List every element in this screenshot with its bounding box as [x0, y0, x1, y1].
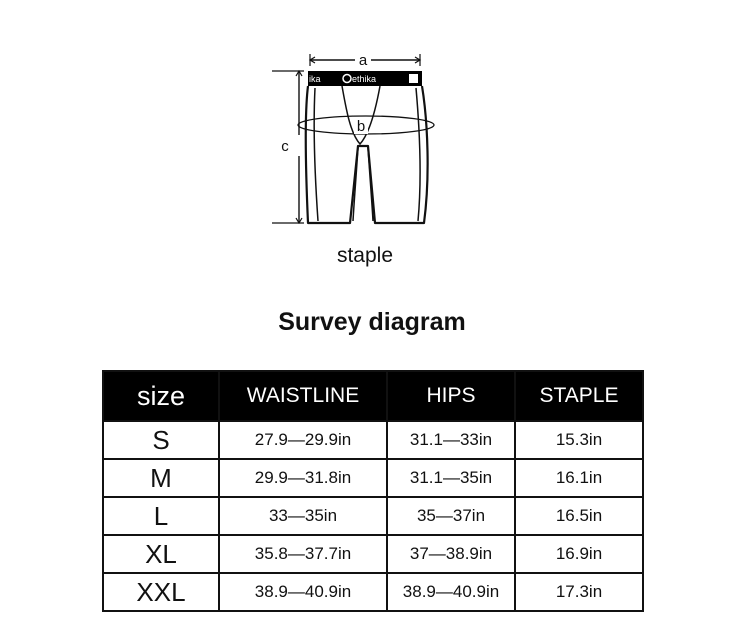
table-row	[103, 421, 643, 459]
waistline-cell: 35.8—37.7in	[219, 535, 387, 573]
size-cell: XXL	[103, 573, 219, 611]
header-size: size	[103, 371, 219, 421]
shorts-measurement-diagram	[262, 38, 452, 238]
waistline-cell: 27.9—29.9in	[219, 421, 387, 459]
size-cell: M	[103, 459, 219, 497]
waistband-logo-mark	[409, 74, 418, 83]
table-row	[103, 497, 643, 535]
header-hips: HIPS	[387, 371, 515, 421]
hips-cell: 35—37in	[387, 497, 515, 535]
waistline-cell: 29.9—31.8in	[219, 459, 387, 497]
size-chart-table	[102, 370, 644, 612]
staple-cell: 15.3in	[515, 421, 643, 459]
diagram-caption: staple	[336, 244, 394, 267]
table-row	[103, 459, 643, 497]
label-b: b	[356, 118, 366, 135]
waistband-brand-partial: ika	[309, 74, 321, 84]
staple-cell: 17.3in	[515, 573, 643, 611]
table-row	[103, 535, 643, 573]
label-c: c	[281, 138, 289, 155]
table-header-row	[103, 371, 643, 421]
staple-cell: 16.9in	[515, 535, 643, 573]
hips-cell: 38.9—40.9in	[387, 573, 515, 611]
shorts-outline	[306, 86, 428, 223]
header-waistline: WAISTLINE	[219, 371, 387, 421]
waistline-cell: 33—35in	[219, 497, 387, 535]
hip-measure-ellipse	[298, 116, 434, 134]
size-cell: XL	[103, 535, 219, 573]
waistline-cell: 38.9—40.9in	[219, 573, 387, 611]
shorts-inner-lines	[314, 86, 420, 221]
staple-cell: 16.1in	[515, 459, 643, 497]
hips-cell: 31.1—35in	[387, 459, 515, 497]
hips-cell: 37—38.9in	[387, 535, 515, 573]
table-row	[103, 573, 643, 611]
survey-title: Survey diagram	[278, 308, 466, 336]
size-cell: L	[103, 497, 219, 535]
hips-cell: 31.1—33in	[387, 421, 515, 459]
size-cell: S	[103, 421, 219, 459]
waistband-brand: ethika	[352, 74, 377, 84]
label-a: a	[358, 52, 368, 69]
header-staple: STAPLE	[515, 371, 643, 421]
staple-cell: 16.5in	[515, 497, 643, 535]
